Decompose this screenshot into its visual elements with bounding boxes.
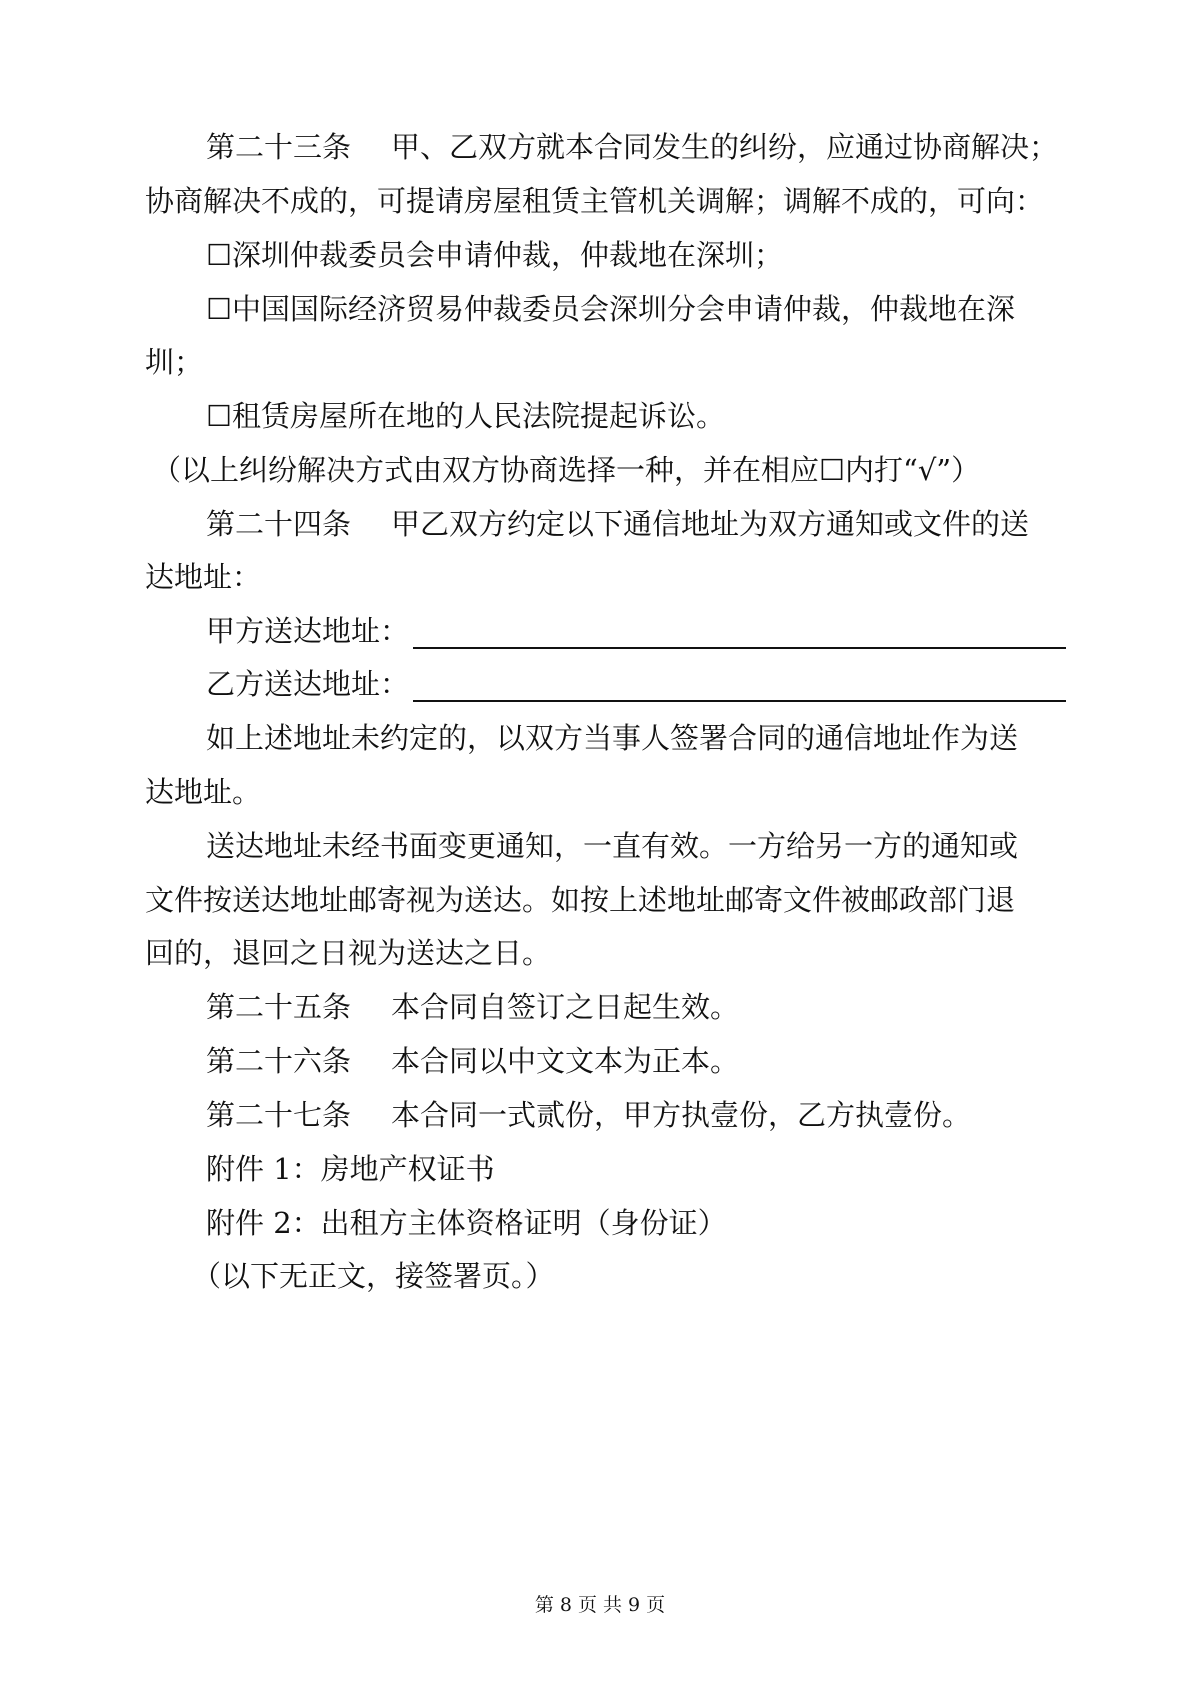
option-cietac-line-1: ☐中国国际经济贸易仲裁委员会深圳分会申请仲裁，仲裁地在深 — [206, 292, 1015, 326]
article-25-number: 第二十五条 — [206, 990, 352, 1024]
dispute-selection-note: （以上纠纷解决方式由双方协商选择一种，并在相应☐内打“√”） — [152, 453, 981, 487]
article-25 — [206, 989, 739, 1025]
article-25-text: 本合同自签订之日起生效。 — [391, 990, 740, 1024]
article-24-para-3-line-3: 回的，退回之日视为送达之日。 — [145, 936, 552, 970]
party-b-address-blank — [413, 670, 1066, 702]
article-23-number: 第二十三条 — [206, 130, 352, 164]
article-27 — [206, 1097, 971, 1133]
article-26-text: 本合同以中文文本为正本。 — [391, 1044, 740, 1078]
party-a-address-blank — [413, 617, 1066, 649]
article-23-text-1: 甲、乙双方就本合同发生的纠纷，应通过协商解决； — [391, 130, 1059, 164]
article-24-para-3-line-2: 文件按送达地址邮寄视为送达。如按上述地址邮寄文件被邮政部门退 — [145, 883, 1016, 917]
article-24-number: 第二十四条 — [206, 507, 352, 541]
article-23-line-2: 协商解决不成的，可提请房屋租赁主管机关调解；调解不成的，可向： — [145, 184, 1045, 218]
article-24-line-1 — [206, 506, 1029, 542]
option-court-litigation: ☐租赁房屋所在地的人民法院提起诉讼。 — [206, 399, 725, 433]
closing-note: （以下无正文，接签署页。） — [192, 1259, 555, 1293]
option-cietac-line-2: 圳； — [145, 345, 204, 379]
party-a-address-row — [206, 613, 1066, 649]
article-27-number: 第二十七条 — [206, 1098, 352, 1132]
page-footer — [0, 1593, 1200, 1617]
page-number-label: 第 8 页 共 9 页 — [534, 1594, 666, 1616]
party-b-address-row — [206, 666, 1066, 702]
article-24-line-2: 达地址： — [145, 560, 262, 594]
article-24-para-2-line-1: 如上述地址未约定的，以双方当事人签署合同的通信地址作为送 — [206, 721, 1019, 755]
article-24-para-2-line-2: 达地址。 — [145, 775, 262, 809]
attachment-1: 附件 1：房地产权证书 — [206, 1152, 495, 1186]
article-26 — [206, 1043, 739, 1079]
article-24-text-1: 甲乙双方约定以下通信地址为双方通知或文件的送 — [391, 507, 1030, 541]
article-27-text: 本合同一式贰份，甲方执壹份，乙方执壹份。 — [391, 1098, 972, 1132]
option-shenzhen-arbitration: ☐深圳仲裁委员会申请仲裁，仲裁地在深圳； — [206, 238, 783, 272]
article-26-number: 第二十六条 — [206, 1044, 352, 1078]
article-24-para-3-line-1: 送达地址未经书面变更通知，一直有效。一方给另一方的通知或 — [206, 829, 1019, 863]
party-a-address-label: 甲方送达地址： — [206, 614, 410, 648]
article-23-line-1 — [206, 129, 1058, 165]
party-b-address-label: 乙方送达地址： — [206, 667, 410, 701]
attachment-2: 附件 2：出租方主体资格证明（身份证） — [206, 1206, 727, 1240]
